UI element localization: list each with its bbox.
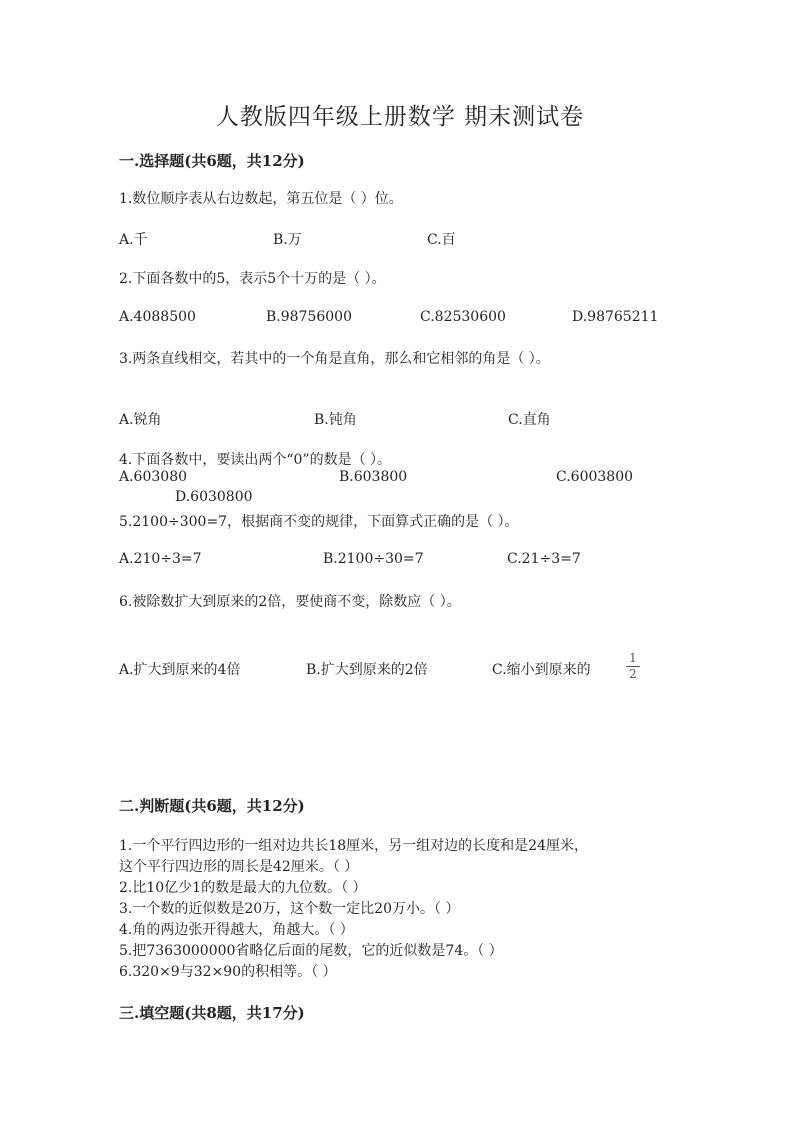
question-2: 2.下面各数中的5，表示5个十万的是（ ）。 [119, 271, 386, 287]
judgement-item: 3.一个数的近似数是20万，这个数一定比20万小。（ ） [119, 901, 460, 917]
section-heading-fill-blank: 三.填空题(共8题，共17分) [119, 1004, 305, 1022]
q6-option-c: C.缩小到原来的 [492, 662, 591, 678]
q4-option-c: C.6003800 [556, 469, 634, 485]
section-heading-judgement: 二.判断题(共6题，共12分) [119, 797, 305, 815]
question-4: 4.下面各数中，要读出两个“0”的数是（ ）。 [119, 452, 392, 468]
judgement-item: 1.一个平行四边形的一组对边共长18厘米，另一组对边的长度和是24厘米， [119, 838, 588, 854]
q5-option-a: A.210÷3=7 [119, 551, 202, 567]
page-title: 人教版四年级上册数学 期末测试卷 [215, 104, 585, 130]
judgement-item: 5.把7363000000省略亿后面的尾数，它的近似数是74。（ ） [119, 943, 503, 959]
q3-option-b: B.钝角 [314, 412, 357, 428]
section-heading-choice: 一.选择题(共6题，共12分) [119, 152, 305, 170]
q2-option-d: D.98765211 [572, 309, 659, 325]
question-5: 5.2100÷300=7，根据商不变的规律，下面算式正确的是（ ）。 [119, 514, 519, 530]
q2-option-a: A.4088500 [119, 309, 196, 325]
question-6: 6.被除数扩大到原来的2倍，要使商不变，除数应（ ）。 [119, 594, 461, 610]
q5-option-b: B.2100÷30=7 [323, 551, 424, 567]
judgement-item: 2.比10亿少1的数是最大的九位数。（ ） [119, 880, 367, 896]
q6-option-a: A.扩大到原来的4倍 [119, 662, 241, 678]
judgement-item: 4.角的两边张开得越大，角越大。（ ） [119, 922, 354, 938]
judgement-item: 这个平行四边形的周长是42厘米。（ ） [119, 859, 359, 875]
fraction-numerator: 1 [629, 651, 637, 665]
q3-option-a: A.锐角 [119, 412, 162, 428]
q2-option-b: B.98756000 [266, 309, 352, 325]
fraction-one-half [626, 652, 640, 681]
q1-option-a: A.千 [119, 232, 148, 248]
q3-option-c: C.直角 [508, 412, 551, 428]
q5-option-c: C.21÷3=7 [507, 551, 581, 567]
fraction-denominator: 2 [629, 667, 637, 681]
q2-option-c: C.82530600 [420, 309, 506, 325]
q6-option-b: B.扩大到原来的2倍 [306, 662, 428, 678]
q1-option-b: B.万 [273, 232, 302, 248]
q4-option-b: B.603800 [339, 469, 408, 485]
q4-option-a: A.603080 [119, 469, 188, 485]
question-3: 3.两条直线相交，若其中的一个角是直角，那么和它相邻的角是（ ）。 [119, 351, 550, 367]
q4-option-d: D.6030800 [175, 489, 253, 505]
judgement-item: 6.320×9与32×90的积相等。（ ） [119, 964, 337, 980]
q1-option-c: C.百 [427, 232, 456, 248]
question-1: 1.数位顺序表从右边数起，第五位是（ ）位。 [119, 191, 403, 207]
